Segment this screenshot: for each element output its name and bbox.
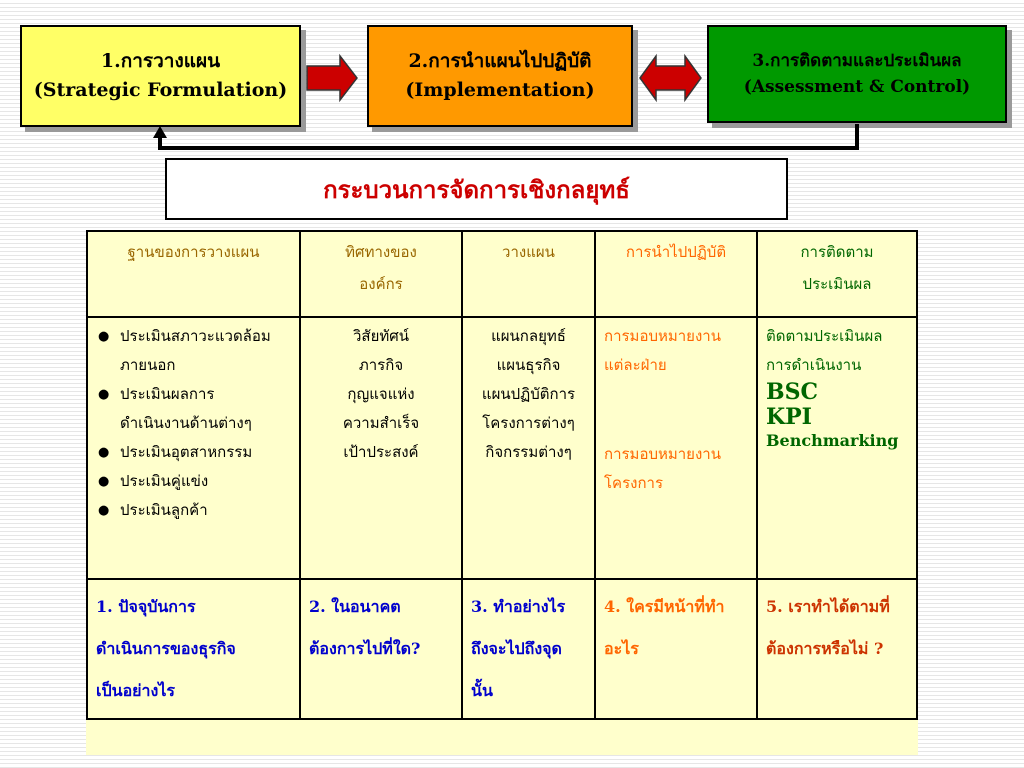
step3-title: 3.การติดตามและประเมินผล xyxy=(752,50,962,71)
table-question-row xyxy=(87,579,917,719)
step2-subtitle: (Implementation) xyxy=(405,79,595,101)
feedback-line xyxy=(160,124,857,148)
table-empty-row xyxy=(87,719,917,755)
question-cell: 4. ใครมีหน้าที่ทำ อะไร xyxy=(595,579,757,719)
step1-subtitle: (Strategic Formulation) xyxy=(33,79,288,101)
kpi-label: KPI xyxy=(766,404,812,430)
assessment-cell: ติดตามประเมินผล การดำเนินงาน BSC KPI Benchmarking xyxy=(757,317,917,579)
planning-cell: แผนกลยุทธ์ แผนธุรกิจ แผนปฏิบัติการ โครงการต่างๆ กิจกรรมต่างๆ xyxy=(462,317,595,579)
table-body-row xyxy=(87,317,917,579)
table-header-row xyxy=(87,231,917,317)
double-arrow-icon xyxy=(640,56,701,100)
planning-basis-cell xyxy=(87,317,300,579)
bsc-label: BSC xyxy=(766,379,818,405)
direction-cell: วิสัยทัศน์ ภารกิจ กุญแจแห่ง ความสำเร็จ เป้าประสงค์ xyxy=(300,317,462,579)
list-item: ● ประเมินคู่แข่ง xyxy=(96,467,291,496)
list-item: ● ประเมินสภาวะแวดล้อม ภายนอก xyxy=(96,322,291,380)
feedback-arrowhead-icon xyxy=(153,126,167,138)
header-cell: ทิศทางของ องค์กร xyxy=(300,231,462,317)
header-cell: การนำไปปฏิบัติ xyxy=(595,231,757,317)
benchmarking-label: Benchmarking xyxy=(766,431,899,450)
question-cell: 1. ปัจจุบันการ ดำเนินการของธุรกิจ เป็นอย่างไร xyxy=(87,579,300,719)
right-arrow-icon xyxy=(307,56,357,100)
list-item: ● ประเมินอุตสาหกรรม xyxy=(96,438,291,467)
header-cell: วางแผน xyxy=(462,231,595,317)
strategy-table xyxy=(86,230,918,755)
step1-title: 1.การวางแผน xyxy=(100,49,221,72)
implementation-cell: การมอบหมายงาน แต่ละฝ่าย การมอบหมายงาน โครงการ xyxy=(595,317,757,579)
list-item: ● ประเมินผลการ ดำเนินงานด้านต่างๆ xyxy=(96,380,291,438)
question-cell: 2. ในอนาคต ต้องการไปที่ใด? xyxy=(300,579,462,719)
header-cell: การติดตาม ประเมินผล xyxy=(757,231,917,317)
step2-title: 2.การนำแผนไปปฏิบัติ xyxy=(408,49,592,72)
page-title: กระบวนการจัดการเชิงกลยุทธ์ xyxy=(165,158,788,220)
list-item: ● ประเมินลูกค้า xyxy=(96,496,291,525)
step3-subtitle: (Assessment & Control) xyxy=(743,77,971,97)
question-cell: 5. เราทำได้ตามที่ ต้องการหรือไม่ ? xyxy=(757,579,917,719)
header-cell: ฐานของการวางแผน xyxy=(87,231,300,317)
question-cell: 3. ทำอย่างไร ถึงจะไปถึงจุด นั้น xyxy=(462,579,595,719)
